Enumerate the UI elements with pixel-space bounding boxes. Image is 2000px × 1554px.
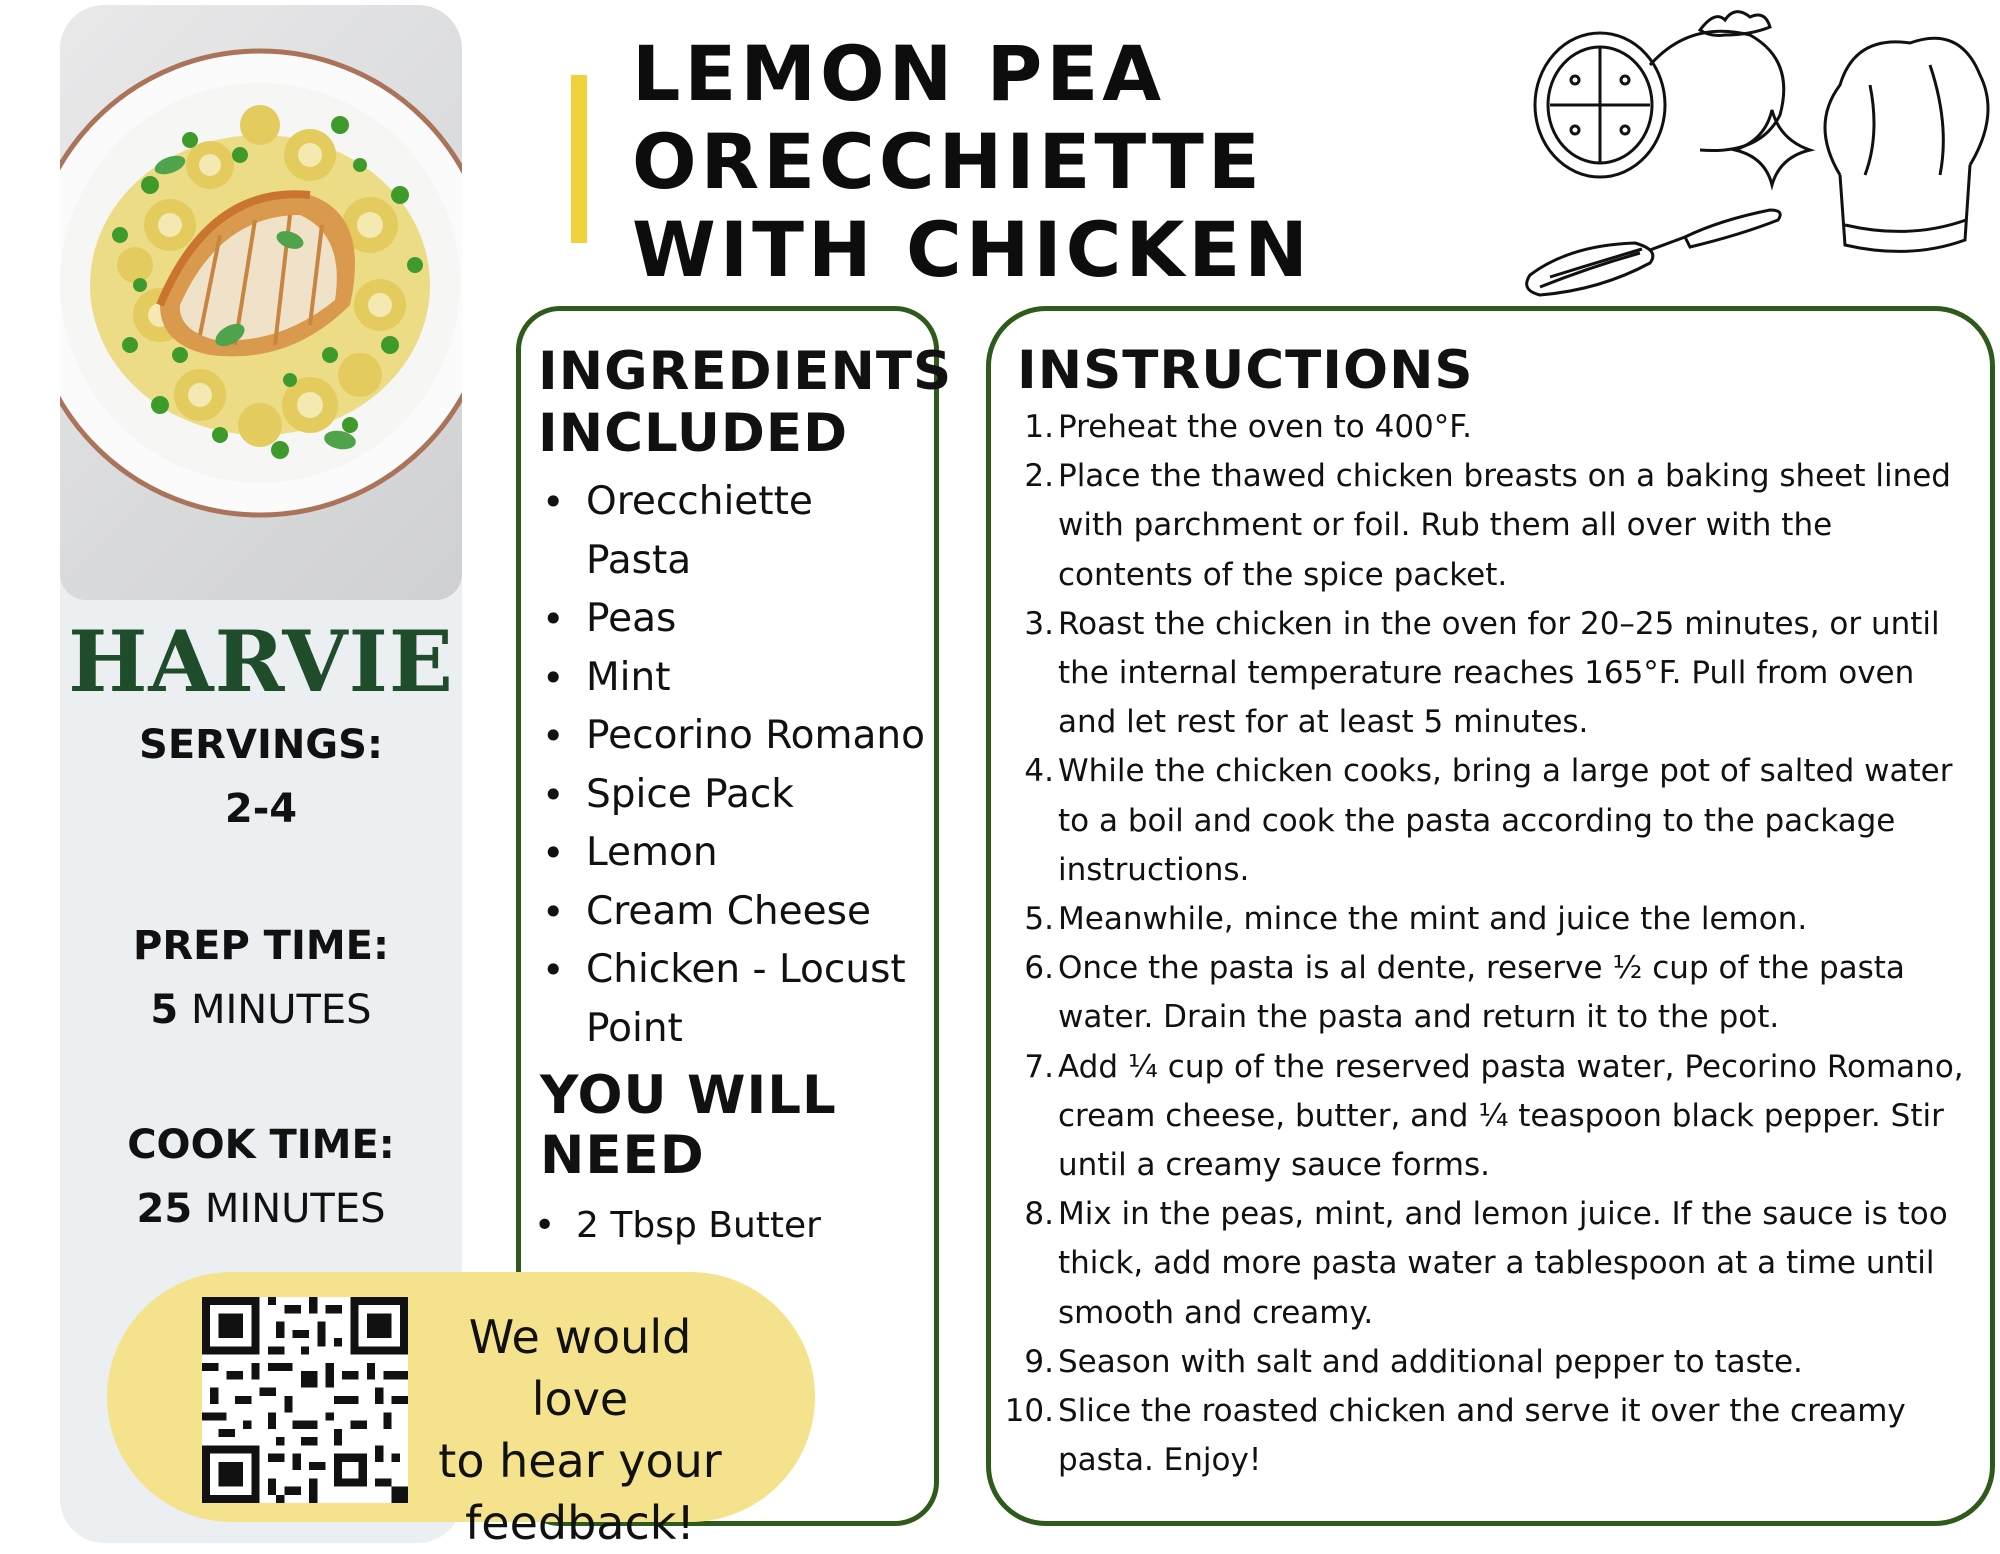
instruction-step <box>1020 944 1970 1042</box>
prep-time-number: 5 <box>150 987 179 1033</box>
you-will-need-heading-line2: NEED <box>540 1125 705 1186</box>
instruction-step <box>1020 1043 1970 1191</box>
cook-time-label: COOK TIME: <box>127 1122 395 1168</box>
step-text: Preheat the oven to 400°F. <box>1058 409 1472 445</box>
prep-time-stat <box>60 914 462 1042</box>
feedback-line-3: feedback! <box>465 1496 695 1550</box>
step-text: Once the pasta is al dente, reserve ½ cup of the pasta water. Drain the pasta and return it to the pot. <box>1058 950 1905 1036</box>
instruction-step <box>1020 1338 1970 1387</box>
step-number: 9. <box>1024 1343 1054 1380</box>
ingredient-item: • Mint <box>538 649 928 708</box>
title-accent-bar <box>571 75 587 243</box>
ingredient-item: • Chicken - Locust Point <box>538 941 928 1058</box>
ingredients-heading-line2: INCLUDED <box>538 403 849 464</box>
instruction-step <box>1020 452 1970 600</box>
instructions-list <box>1004 403 1970 1485</box>
ingredient-item: • Lemon <box>538 824 928 883</box>
instruction-step <box>1020 403 1970 452</box>
step-text: Season with salt and additional pepper to taste. <box>1058 1343 1803 1380</box>
ingredients-list <box>538 473 928 1058</box>
prep-time-unit: MINUTES <box>190 987 372 1033</box>
instruction-step <box>1020 747 1970 895</box>
ingredient-item: • Peas <box>538 590 928 649</box>
recipe-title: LEMON PEA ORECCHIETTE WITH CHICKEN <box>632 29 1312 294</box>
instructions-heading: INSTRUCTIONS <box>1017 340 1474 401</box>
instruction-step <box>1020 895 1970 944</box>
cook-time-value <box>137 1186 386 1232</box>
ingredient-item: • Pecorino Romano <box>538 707 928 766</box>
servings-stat <box>60 713 462 841</box>
you-will-need-list <box>534 1198 821 1254</box>
prep-time-label: PREP TIME: <box>133 923 389 969</box>
instruction-step <box>1020 600 1970 748</box>
step-text: Roast the chicken in the oven for 20–25 minutes, or until the internal temperature reaches 165°F. Pull from oven and let rest for at least 5 minutes. <box>1058 605 1940 741</box>
dish-photo-illustration <box>60 5 462 600</box>
qr-code-icon[interactable] <box>202 1297 408 1503</box>
step-number: 7. <box>1024 1048 1054 1085</box>
step-text: Meanwhile, mince the mint and juice the lemon. <box>1058 901 1808 938</box>
dish-photo <box>60 5 462 600</box>
step-number: 1. <box>1024 409 1054 445</box>
step-number: 2. <box>1024 458 1054 495</box>
need-item: • 2 Tbsp Butter <box>534 1198 821 1254</box>
step-number: 3. <box>1024 605 1054 642</box>
ingredients-heading <box>538 341 952 465</box>
prep-time-value <box>150 987 371 1033</box>
ingredient-item: • Cream Cheese <box>538 883 928 942</box>
step-number: 8. <box>1024 1196 1054 1233</box>
feedback-line-2: to hear your <box>438 1434 722 1488</box>
you-will-need-heading-line1: YOU WILL <box>540 1065 837 1126</box>
step-text: Slice the roasted chicken and serve it over the creamy pasta. Enjoy! <box>1058 1393 1906 1479</box>
kitchen-doodles <box>1510 5 2000 305</box>
step-text: Mix in the peas, mint, and lemon juice. If the sauce is too thick, add more pasta water a tablespoon at a time until smooth and creamy. <box>1058 1196 1948 1331</box>
feedback-message <box>420 1306 740 1554</box>
servings-label: SERVINGS: <box>139 722 383 768</box>
step-number: 4. <box>1024 753 1054 790</box>
step-text: While the chicken cooks, bring a large pot of salted water to a boil and cook the pasta according to the package instructions. <box>1058 753 1953 888</box>
ingredient-item: • Spice Pack <box>538 766 928 825</box>
whisk-icon <box>1527 210 1781 295</box>
cook-time-stat <box>60 1113 462 1241</box>
step-number: 6. <box>1024 950 1054 987</box>
you-will-need-heading <box>540 1066 837 1186</box>
feedback-line-1: We would love <box>468 1310 692 1426</box>
brand-logo: HARVIE <box>68 612 454 711</box>
sparkle-icon <box>1735 110 1810 185</box>
ingredients-heading-line1: INGREDIENTS <box>538 341 953 402</box>
step-number: 5. <box>1024 901 1054 938</box>
instruction-step <box>1020 1190 1970 1338</box>
instruction-step <box>1004 1387 1970 1485</box>
ingredient-item: • Orecchiette Pasta <box>538 473 928 590</box>
cook-time-number: 25 <box>136 1186 193 1232</box>
cook-time-unit: MINUTES <box>204 1186 386 1232</box>
chef-hat-icon <box>1825 38 1988 251</box>
servings-value: 2-4 <box>224 786 298 832</box>
step-text: Place the thawed chicken breasts on a baking sheet lined with parchment or foil. Rub them all over with the contents of the spice packet. <box>1058 458 1951 593</box>
step-number: 10. <box>1004 1393 1054 1430</box>
step-text: Add ¼ cup of the reserved pasta water, Pecorino Romano, cream cheese, butter, and ¼ teaspoon black pepper. Stir until a creamy sauce forms. <box>1058 1048 1964 1184</box>
